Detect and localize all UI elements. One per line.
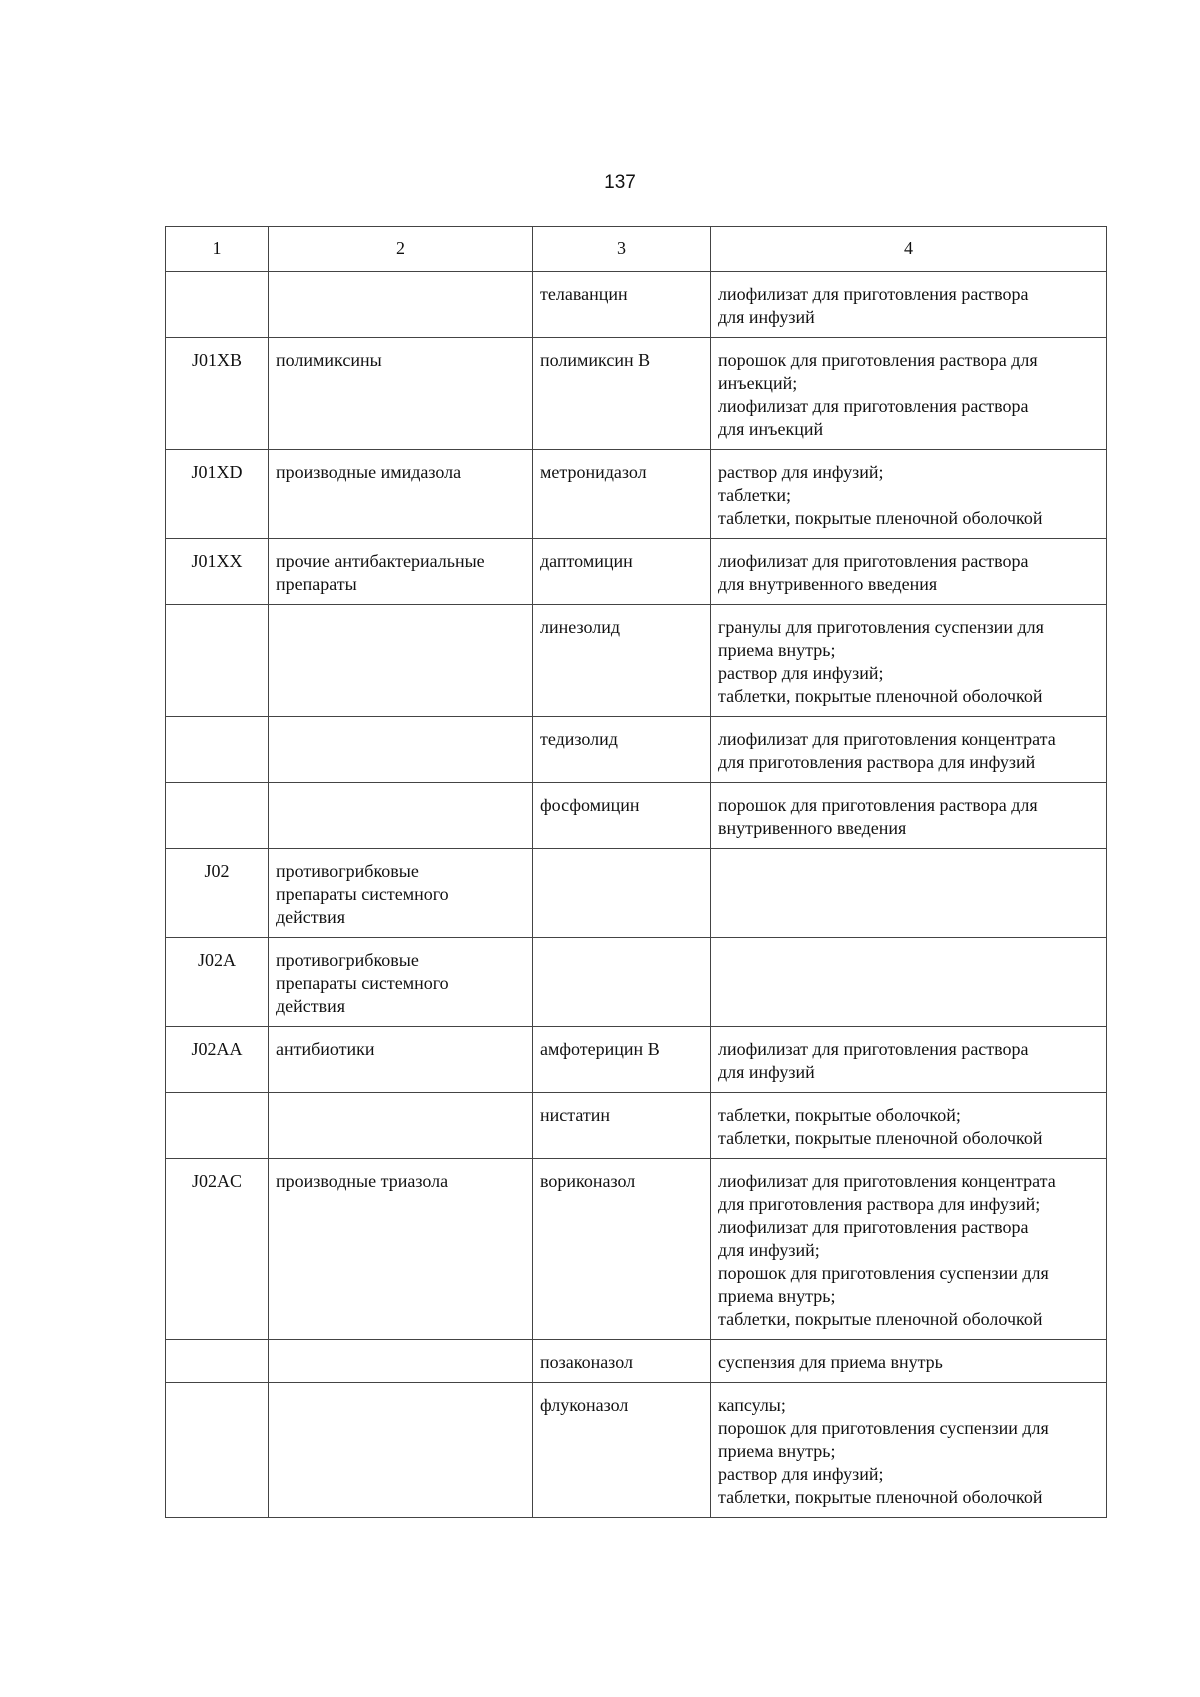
group-cell <box>269 272 533 338</box>
dosage-forms-cell <box>711 1159 1107 1340</box>
header-col-1: 1 <box>166 227 269 272</box>
dosage-forms-cell <box>711 783 1107 849</box>
dosage-form-line: для приготовления раствора для инфузий; <box>718 1194 1041 1214</box>
atc-code-cell <box>166 717 269 783</box>
dosage-form-line: для приготовления раствора для инфузий <box>718 752 1036 772</box>
table-row <box>166 717 1107 783</box>
table-row <box>166 539 1107 605</box>
dosage-forms-cell <box>711 272 1107 338</box>
group-line: производные имидазола <box>276 462 462 482</box>
drug-table <box>165 226 1107 1518</box>
dosage-form-line: таблетки, покрытые пленочной оболочкой <box>718 1309 1043 1329</box>
group-line: препараты системного <box>276 884 449 904</box>
group-cell <box>269 1340 533 1383</box>
table-row <box>166 338 1107 450</box>
dosage-forms-cell <box>711 605 1107 717</box>
drug-name-cell <box>533 938 711 1027</box>
group-line: действия <box>276 907 346 927</box>
table-row <box>166 1340 1107 1383</box>
group-cell <box>269 938 533 1027</box>
atc-code-cell <box>166 1093 269 1159</box>
group-line: препараты системного <box>276 973 449 993</box>
atc-code-cell: J01XD <box>166 450 269 539</box>
dosage-form-line: раствор для инфузий; <box>718 1464 884 1484</box>
drug-name-cell <box>533 849 711 938</box>
dosage-form-line: порошок для приготовления суспензии для <box>718 1263 1049 1283</box>
dosage-form-line: лиофилизат для приготовления концентрата <box>718 729 1056 749</box>
group-cell <box>269 1093 533 1159</box>
table-row <box>166 605 1107 717</box>
dosage-form-line: таблетки, покрытые пленочной оболочкой <box>718 686 1043 706</box>
header-col-4: 4 <box>711 227 1107 272</box>
dosage-forms-cell <box>711 1383 1107 1518</box>
atc-code-cell <box>166 783 269 849</box>
atc-code-cell <box>166 605 269 717</box>
drug-name-cell: тедизолид <box>533 717 711 783</box>
dosage-forms-cell <box>711 717 1107 783</box>
atc-code-cell: J02AC <box>166 1159 269 1340</box>
atc-code-cell <box>166 1340 269 1383</box>
group-line: антибиотики <box>276 1039 375 1059</box>
atc-code-cell: J01XB <box>166 338 269 450</box>
drug-name-cell: фосфомицин <box>533 783 711 849</box>
dosage-form-line: таблетки, покрытые оболочкой; <box>718 1105 961 1125</box>
dosage-forms-cell <box>711 338 1107 450</box>
table-row <box>166 1159 1107 1340</box>
group-line: производные триазола <box>276 1171 449 1191</box>
dosage-form-line: раствор для инфузий; <box>718 663 884 683</box>
group-cell <box>269 1383 533 1518</box>
drug-name-cell: амфотерицин B <box>533 1027 711 1093</box>
dosage-form-line: лиофилизат для приготовления концентрата <box>718 1171 1056 1191</box>
table-row <box>166 938 1107 1027</box>
group-cell <box>269 450 533 539</box>
group-cell <box>269 539 533 605</box>
drug-name-cell: позаконазол <box>533 1340 711 1383</box>
dosage-form-line: таблетки, покрытые пленочной оболочкой <box>718 1128 1043 1148</box>
dosage-form-line: раствор для инфузий; <box>718 462 884 482</box>
dosage-form-line: лиофилизат для приготовления раствора <box>718 1217 1029 1237</box>
header-col-2: 2 <box>269 227 533 272</box>
drug-name-cell: линезолид <box>533 605 711 717</box>
group-cell <box>269 1159 533 1340</box>
dosage-forms-cell <box>711 1027 1107 1093</box>
table-row <box>166 783 1107 849</box>
dosage-form-line: для инфузий <box>718 1062 815 1082</box>
dosage-form-line: суспензия для приема внутрь <box>718 1352 943 1372</box>
dosage-form-line: для инъекций <box>718 419 824 439</box>
dosage-form-line: для инфузий; <box>718 1240 820 1260</box>
page-number: 137 <box>604 172 636 193</box>
drug-name-cell: полимиксин B <box>533 338 711 450</box>
dosage-form-line: приема внутрь; <box>718 1441 836 1461</box>
dosage-forms-cell <box>711 1340 1107 1383</box>
group-cell <box>269 783 533 849</box>
group-line: полимиксины <box>276 350 382 370</box>
group-cell <box>269 1027 533 1093</box>
table-row <box>166 1383 1107 1518</box>
group-cell <box>269 338 533 450</box>
dosage-form-line: приема внутрь; <box>718 1286 836 1306</box>
group-line: препараты <box>276 574 357 594</box>
table-body <box>166 272 1107 1518</box>
dosage-form-line: приема внутрь; <box>718 640 836 660</box>
atc-code-cell <box>166 1383 269 1518</box>
atc-code-cell: J02 <box>166 849 269 938</box>
group-cell <box>269 717 533 783</box>
dosage-form-line: порошок для приготовления раствора для <box>718 795 1038 815</box>
table-row <box>166 1027 1107 1093</box>
table-header <box>166 227 1107 272</box>
dosage-form-line: порошок для приготовления раствора для <box>718 350 1038 370</box>
drug-name-cell: флуконазол <box>533 1383 711 1518</box>
dosage-forms-cell <box>711 849 1107 938</box>
dosage-forms-cell <box>711 938 1107 1027</box>
table-row <box>166 272 1107 338</box>
group-line: действия <box>276 996 346 1016</box>
dosage-forms-cell <box>711 1093 1107 1159</box>
dosage-form-line: гранулы для приготовления суспензии для <box>718 617 1044 637</box>
table-row <box>166 1093 1107 1159</box>
drug-name-cell: даптомицин <box>533 539 711 605</box>
group-cell <box>269 849 533 938</box>
dosage-form-line: для внутривенного введения <box>718 574 938 594</box>
dosage-form-line: инъекций; <box>718 373 798 393</box>
dosage-form-line: таблетки, покрытые пленочной оболочкой <box>718 508 1043 528</box>
drug-name-cell: нистатин <box>533 1093 711 1159</box>
dosage-form-line: таблетки, покрытые пленочной оболочкой <box>718 1487 1043 1507</box>
dosage-forms-cell <box>711 539 1107 605</box>
atc-code-cell: J01XX <box>166 539 269 605</box>
table-row <box>166 450 1107 539</box>
atc-code-cell <box>166 272 269 338</box>
dosage-forms-cell <box>711 450 1107 539</box>
header-col-3: 3 <box>533 227 711 272</box>
group-cell <box>269 605 533 717</box>
dosage-form-line: лиофилизат для приготовления раствора <box>718 284 1029 304</box>
drug-name-cell: вориконазол <box>533 1159 711 1340</box>
dosage-form-line: таблетки; <box>718 485 792 505</box>
group-line: противогрибковые <box>276 861 419 881</box>
atc-code-cell: J02AA <box>166 1027 269 1093</box>
header-row <box>166 227 1107 272</box>
dosage-form-line: лиофилизат для приготовления раствора <box>718 551 1029 571</box>
dosage-form-line: капсулы; <box>718 1395 786 1415</box>
dosage-form-line: лиофилизат для приготовления раствора <box>718 396 1029 416</box>
dosage-form-line: порошок для приготовления суспензии для <box>718 1418 1049 1438</box>
drug-name-cell: метронидазол <box>533 450 711 539</box>
dosage-form-line: внутривенного введения <box>718 818 907 838</box>
table-row <box>166 849 1107 938</box>
group-line: противогрибковые <box>276 950 419 970</box>
dosage-form-line: лиофилизат для приготовления раствора <box>718 1039 1029 1059</box>
atc-code-cell: J02A <box>166 938 269 1027</box>
group-line: прочие антибактериальные <box>276 551 485 571</box>
drug-name-cell: телаванцин <box>533 272 711 338</box>
dosage-form-line: для инфузий <box>718 307 815 327</box>
